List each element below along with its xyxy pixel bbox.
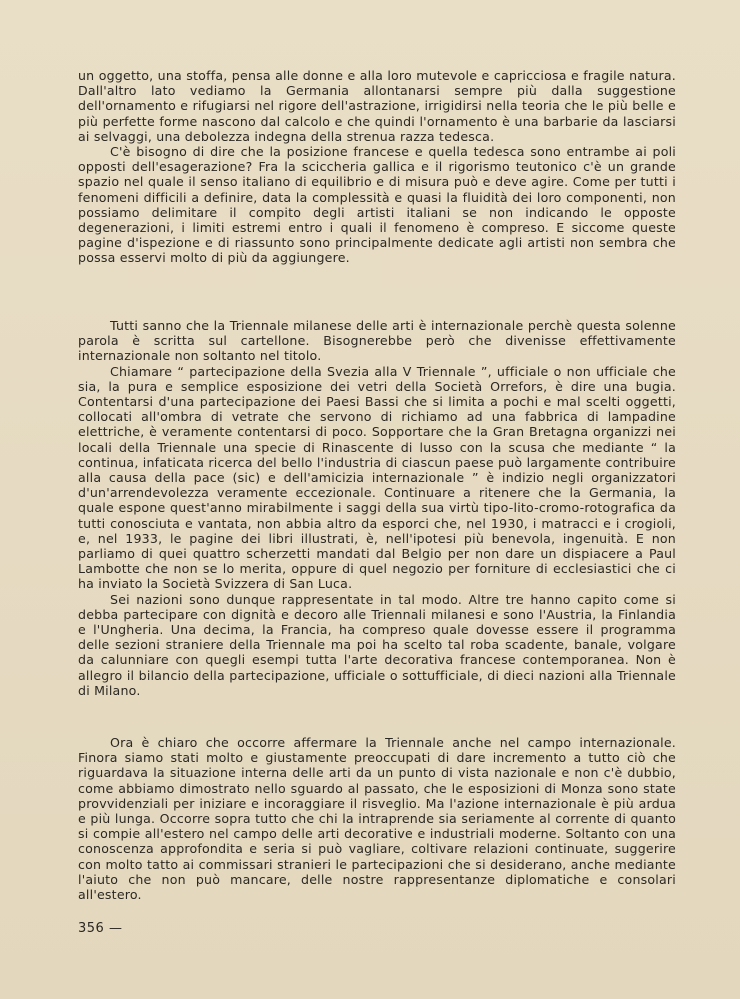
paragraph: Ora è chiaro che occorre affermare la Triennale anche nel campo internazionale. Finora siamo stati molto e giustamente preoccupati di dare incremento a tutto ciò che riguardava la situazione interna delle arti da un punto di vista nazionale e non c'è dubbio, come abbiamo dimostrato nello sguardo al passato, che le esposizioni di Monza sono state provvidenziali per iniziare e incoraggiare il risveglio. Ma l'azione internazionale è più ardua e più lunga. Occorre sopra tutto che chi la intraprende sia seriamente al corrente di quanto si compie all'estero nel campo delle arti decorative e industriali moderne. Soltanto con una conoscenza approfondita e seria si può vagliare, coltivare relazioni continuate, suggerire con molto tatto ai commissari stranieri le partecipazioni che si desiderano, anche mediante l'aiuto che non può mancare, delle nostre rappresentanze diplomatiche e consolari all'estero.	[78, 735, 676, 903]
text-section-3	[78, 735, 676, 902]
paragraph: Tutti sanno che la Triennale milanese delle arti è internazionale perchè questa solenne parola è scritta sul cartellone. Bisognerebbe però che divenisse effettivamente internazionale non soltanto nel titolo.	[78, 318, 676, 364]
paragraph: un oggetto, una stoffa, pensa alle donne e alla loro mutevole e capricciosa e fragile natura. Dall'altro lato vediamo la Germania allontanarsi sempre più dalla suggestione dell'ornamento e rifugiarsi nel rigore dell'astrazione, irrigidirsi nella teoria che le più belle e più perfette forme nascono dal calcolo e che quindi l'ornamento è una barbarie da lasciarsi ai selvaggi, una debolezza indegna della strenua razza tedesca.	[78, 68, 676, 144]
page-number: 356 —	[78, 921, 123, 936]
paragraph: Chiamare “ partecipazione della Svezia alla V Triennale ”, ufficiale o non ufficiale che sia, la pura e semplice esposizione dei vetri della Società Orrefors, è dire una bugia. Contentarsi d'una partecipazione dei Paesi Bassi che si limita a pochi e mal scelti oggetti, collocati all'ombra di vetrate che servono di richiamo ad una fabbrica di lampadine elettriche, è veramente contentarsi di poco. Sopportare che la Gran Bretagna organizzi nei locali della Triennale una specie di Rinascente di lusso con la scusa che mediante “ la continua, infaticata ricerca del bello l'industria di ciascun paese può largamente contribuire alla causa della pace (sic) e dell'amicizia internazionale ” è indizio negli organizzatori d'un'arrendevolezza veramente eccezionale. Continuare a ritenere che la Germania, la quale espone quest'anno mirabilmente i saggi della sua virtù tipo-lito-cromo-rotografica da tutti conosciuta e vantata, non abbia altro da esporci che, nel 1930, i matracci e i crogioli, e, nel 1933, le pagine dei libri illustrati, è, nell'ipotesi più benevola, ingenuità. E non parliamo di quei quattro scherzetti mandati dal Belgio per non dare un dispiacere a Paul Lambotte che non se lo merita, oppure di quel negozio per forniture di ecclesiastici che ci ha inviato la Società Svizzera di San Luca.	[78, 363, 676, 592]
paragraph: C'è bisogno di dire che la posizione francese e quella tedesca sono entrambe ai poli opposti dell'esagerazione? Fra la sciccheria gallica e il rigorismo teutonico c'è un grande spazio nel quale il senso italiano di equilibrio e di misura può e deve agire. Come per tutti i fenomeni difficili a definire, data la complessità e quasi la fluidità dei loro componenti, non possiamo delimitare il compito degli artisti italiani se non indicando le opposte degenerazioni, i limiti estremi entro i quali il fenomeno è compreso. E siccome queste pagine d'ispezione e di riassunto sono principalmente dedicate agli artisti non sembra che possa esservi molto di più da aggiungere.	[78, 144, 676, 266]
text-section-2	[78, 318, 676, 698]
paragraph: Sei nazioni sono dunque rappresentate in tal modo. Altre tre hanno capito come si debba partecipare con dignità e decoro alle Triennali milanesi e sono l'Austria, la Finlandia e l'Ungheria. Una decima, la Francia, ha compreso quale dovesse essere il programma delle sezioni straniere della Triennale ma poi ha scelto tal roba scadente, banale, volgare da calunniare con quegli esempi tutta l'arte decorativa francese contemporanea. Non è allegro il bilancio della partecipazione, ufficiale o sottufficiale, di dieci nazioni alla Triennale di Milano.	[78, 591, 676, 698]
text-section-1	[78, 68, 676, 266]
